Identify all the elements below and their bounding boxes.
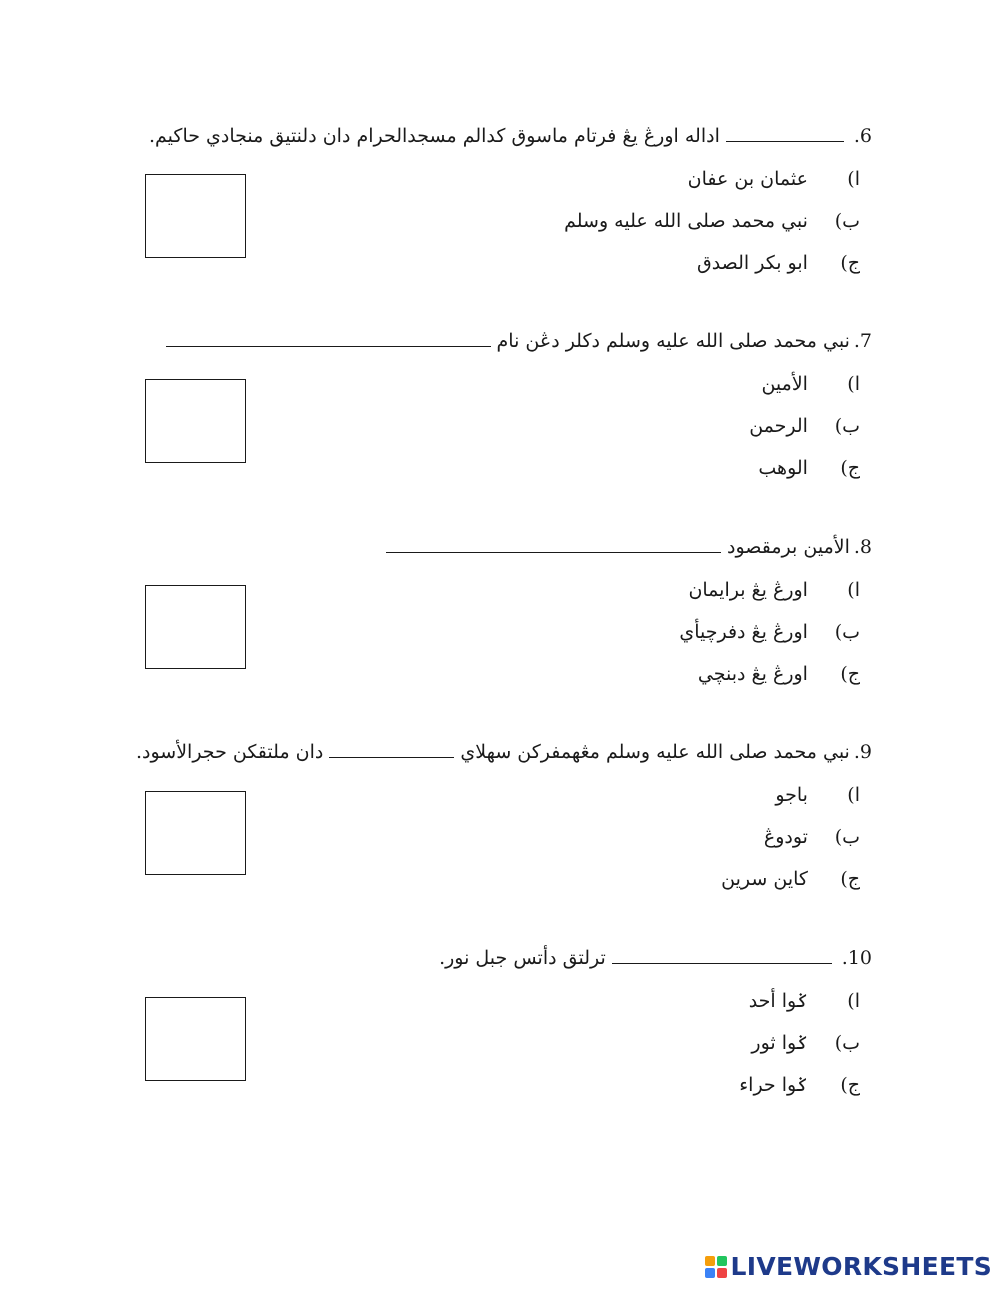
- option-c: [758, 451, 860, 485]
- answer-box[interactable]: [145, 997, 246, 1081]
- option-text: ݢوا حراء: [739, 1074, 808, 1096]
- question-stem-after: دان ملتقكن حجرالأسود.: [135, 741, 324, 763]
- answer-box[interactable]: [145, 379, 246, 463]
- option-text: الرحمن: [749, 415, 808, 437]
- question-8: [0, 529, 1000, 729]
- question-stem: ترلتق دأتس جبل نور.: [439, 947, 606, 969]
- question-number: 6.: [853, 125, 872, 147]
- question-6: [0, 118, 1000, 318]
- option-letter: ب): [834, 415, 860, 437]
- option-b: [751, 1026, 860, 1060]
- brand-name: LIVEWORKSHEETS: [730, 1252, 992, 1281]
- option-text: ݢوا أحد: [748, 990, 808, 1012]
- answer-blank: [726, 119, 844, 142]
- question-number: 8.: [853, 536, 872, 558]
- option-text: الوهب: [758, 457, 808, 479]
- question-number: 9.: [853, 741, 872, 763]
- answer-box[interactable]: [145, 791, 246, 875]
- question-7-text: [160, 323, 872, 359]
- question-stem: اداله اورڠ يڠ فرتام ماسوق كدالم مسجدالحرام دان دلنتيق منجادي حاكيم.: [149, 125, 720, 147]
- option-letter: ج): [840, 868, 860, 890]
- option-a: [688, 162, 860, 196]
- option-letter: ج): [840, 457, 860, 479]
- question-10: [0, 940, 1000, 1140]
- option-c: [698, 657, 860, 691]
- option-a: [775, 778, 860, 812]
- option-letter: ب): [834, 826, 860, 848]
- option-text: ابو بكر الصدق: [696, 252, 808, 274]
- option-c: [739, 1068, 860, 1102]
- question-stem-before: نبي محمد صلى الله عليه وسلم مڠهمفركن سهلاي: [460, 741, 850, 763]
- question-6-text: [149, 118, 872, 154]
- liveworksheets-logo-icon: [705, 1256, 727, 1278]
- option-text: اورڠ يڠ برايمان: [688, 579, 808, 601]
- option-letter: ا): [847, 990, 860, 1012]
- option-text: اورڠ يڠ دفرچيأي: [679, 621, 808, 643]
- option-text: نبي محمد صلى الله عليه وسلم: [564, 210, 808, 232]
- option-c: [697, 246, 860, 280]
- option-a: [761, 367, 860, 401]
- answer-blank: [166, 324, 491, 347]
- option-text: ݢوا ثور: [751, 1032, 808, 1054]
- option-b: [679, 615, 860, 649]
- answer-box[interactable]: [145, 585, 246, 669]
- question-10-text: [439, 940, 872, 976]
- option-letter: ج): [840, 252, 860, 274]
- question-stem: الأمين برمقصود: [727, 536, 850, 558]
- option-text: اورڠ يڠ دبنچي: [697, 663, 808, 685]
- option-letter: ب): [834, 1032, 860, 1054]
- option-b: [764, 820, 860, 854]
- answer-box[interactable]: [145, 174, 246, 258]
- question-9: [0, 734, 1000, 934]
- option-letter: ب): [834, 621, 860, 643]
- question-7: [0, 323, 1000, 523]
- answer-blank: [329, 735, 454, 758]
- option-letter: ج): [840, 663, 860, 685]
- option-c: [721, 862, 860, 896]
- option-text: كاين سرين: [721, 868, 808, 890]
- option-letter: ا): [847, 784, 860, 806]
- liveworksheets-brand: [705, 1252, 992, 1281]
- answer-blank: [386, 530, 721, 553]
- question-number: 10.: [841, 947, 872, 969]
- question-8-text: [380, 529, 872, 565]
- option-text: تودوڠ: [763, 826, 808, 848]
- option-b: [564, 204, 860, 238]
- option-a: [688, 573, 860, 607]
- option-b: [749, 409, 860, 443]
- option-letter: ا): [847, 373, 860, 395]
- option-a: [749, 984, 860, 1018]
- question-number: 7.: [853, 330, 872, 352]
- answer-blank: [612, 941, 832, 964]
- option-text: عثمان بن عفان: [687, 168, 808, 190]
- option-letter: ا): [847, 168, 860, 190]
- question-9-text: [136, 734, 872, 770]
- option-letter: ب): [834, 210, 860, 232]
- question-stem: نبي محمد صلى الله عليه وسلم دكلر دڠن نام: [496, 330, 850, 352]
- option-text: باجو: [775, 784, 808, 806]
- option-text: الأمين: [761, 373, 808, 395]
- option-letter: ج): [840, 1074, 860, 1096]
- option-letter: ا): [847, 579, 860, 601]
